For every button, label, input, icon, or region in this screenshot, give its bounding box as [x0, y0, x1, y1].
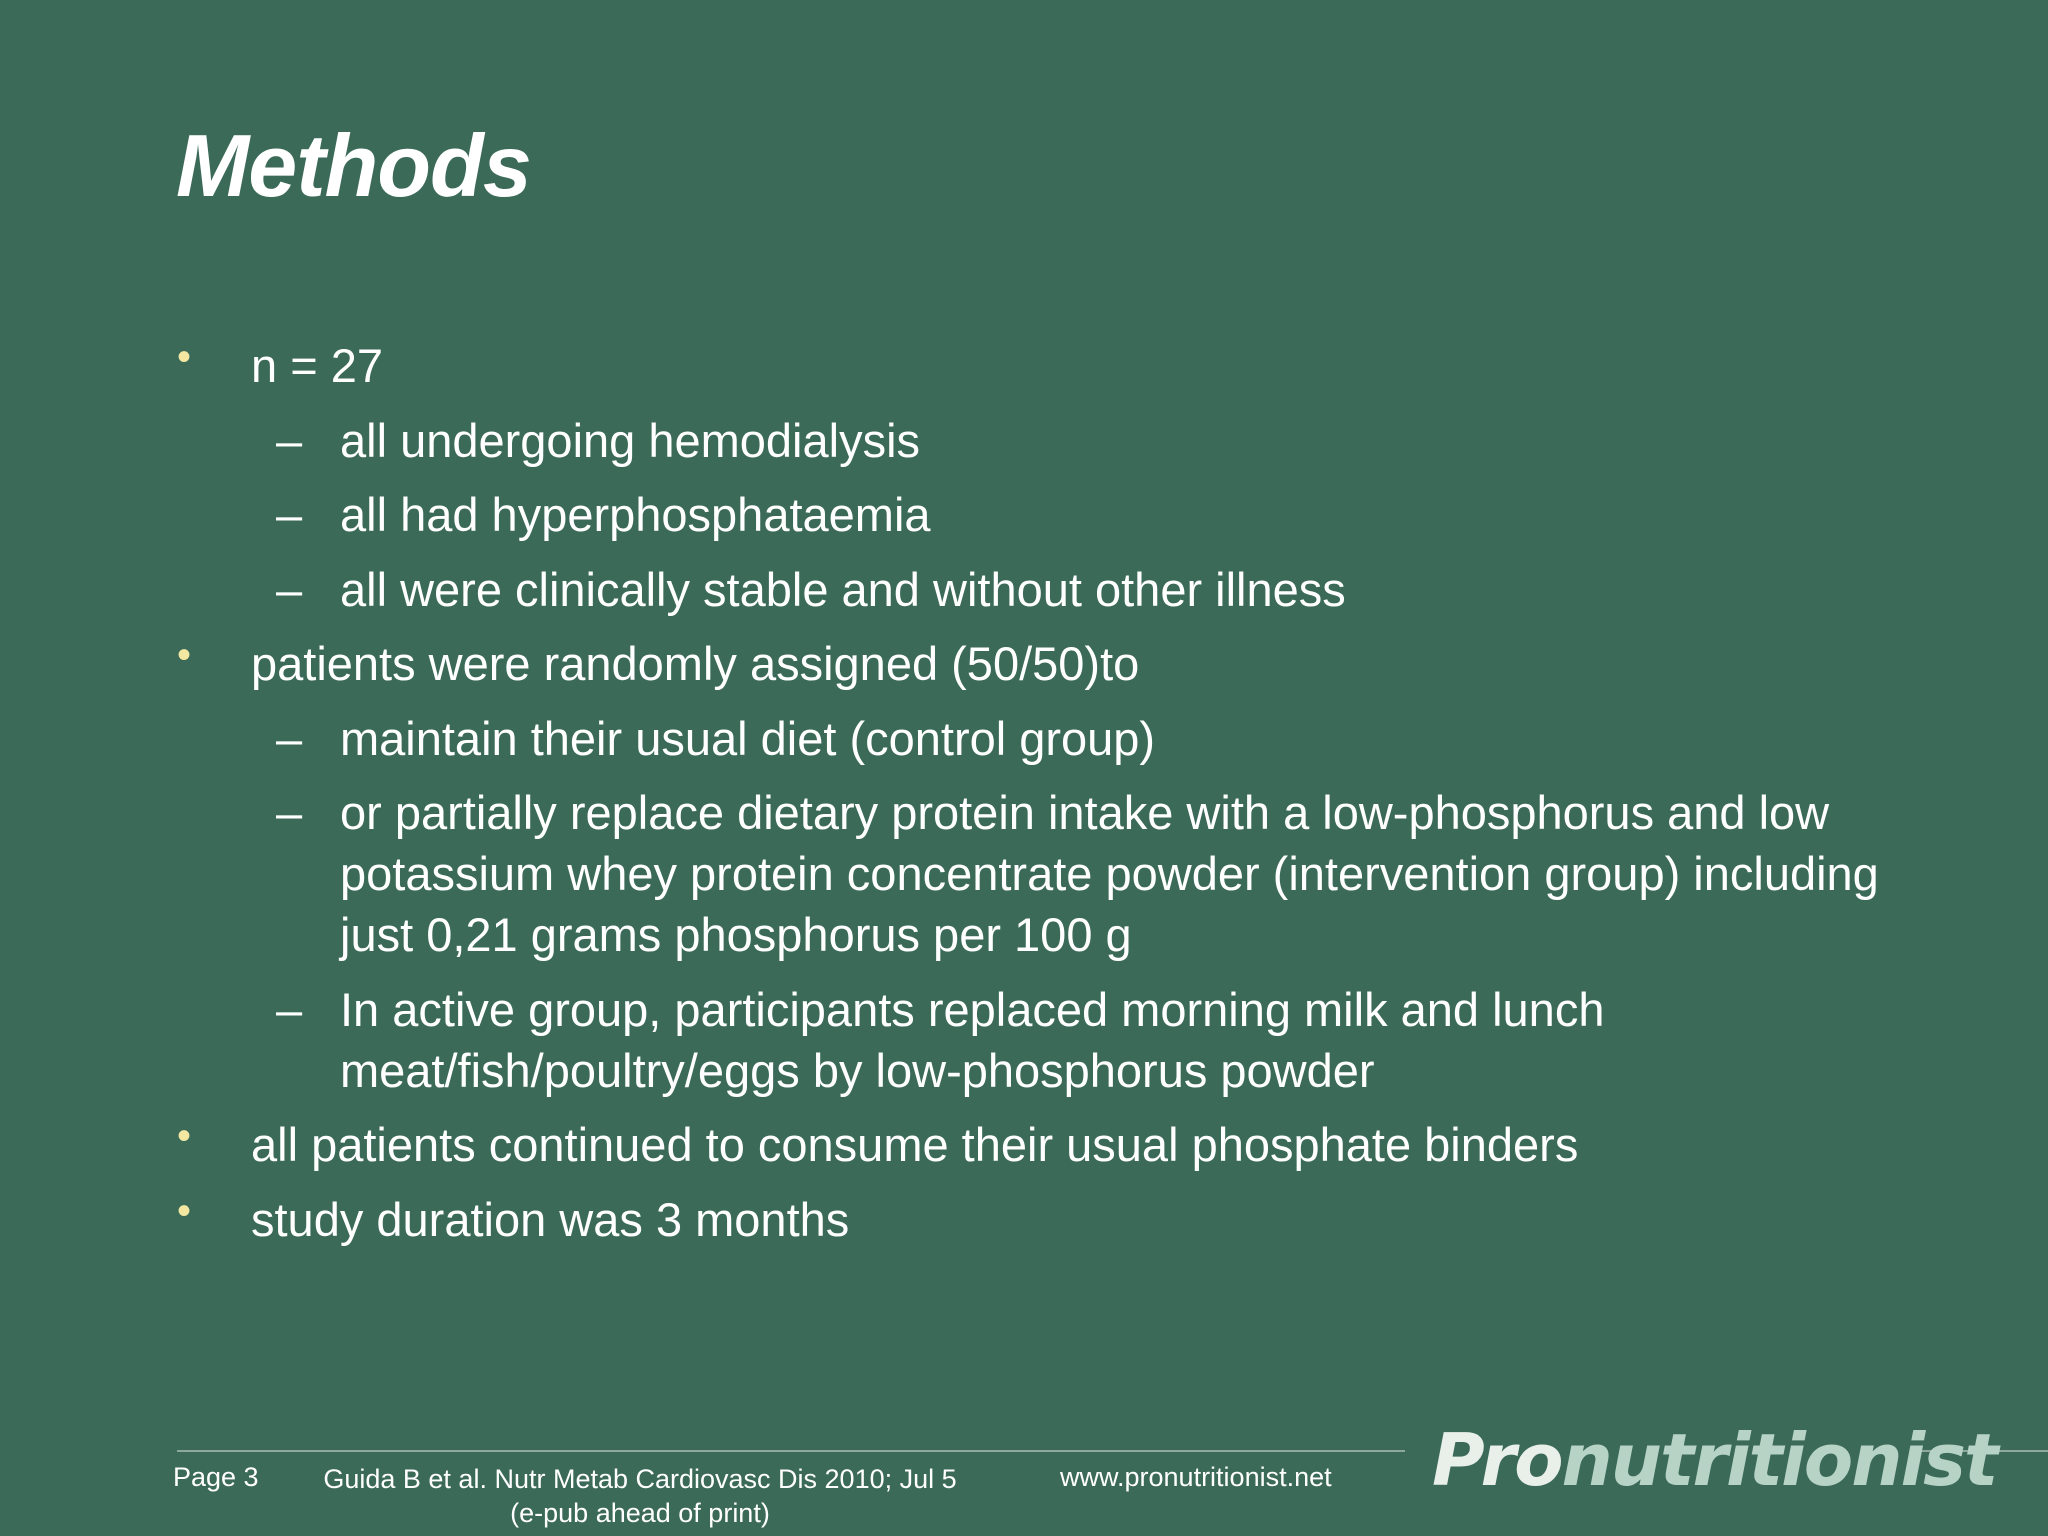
citation-line-2: (e-pub ahead of print) [510, 1498, 770, 1528]
footer-divider-left [177, 1450, 1405, 1452]
dash-icon: – [276, 711, 303, 765]
list-item-text: all undergoing hemodialysis [340, 413, 921, 467]
list-item [0, 979, 2048, 1101]
list-item [0, 1114, 2048, 1175]
list-item-text: all patients continued to consume their usual phosphate binders [251, 1118, 1579, 1171]
logo-part-nutritionist: nutritionist [1561, 1418, 1997, 1502]
list-item-text: In active group, participants replaced morning milk and lunch meat/fish/poultry/eggs by low-phosphorus powder [340, 982, 1605, 1097]
citation [309, 1462, 971, 1530]
dash-icon: – [276, 982, 303, 1036]
list-item [0, 708, 2048, 769]
list-item [0, 559, 2048, 620]
citation-line-1: Guida B et al. Nutr Metab Cardiovasc Dis 2010; Jul 5 [323, 1464, 957, 1494]
list-item [0, 484, 2048, 545]
list-item [0, 633, 2048, 694]
logo-part-pro: Pro [1432, 1418, 1562, 1502]
bullet-icon: • [177, 335, 192, 379]
list-item-text: maintain their usual diet (control group) [340, 711, 1156, 765]
list-item-text: study duration was 3 months [251, 1192, 850, 1246]
list-item-text: or partially replace dietary protein intake with a low-phosphorus and low potassium whey protein concentrate powder (intervention group) including just 0,21 grams phosphorus per 100 g [340, 786, 1879, 961]
bullet-icon: • [177, 1188, 192, 1233]
list-item [0, 1189, 2048, 1250]
dash-icon: – [276, 786, 303, 839]
slide-title: Methods [176, 116, 531, 215]
pronutritionist-logo [1432, 1418, 1996, 1502]
list-item [0, 335, 2048, 396]
dash-icon: – [276, 413, 303, 467]
page-number: Page 3 [173, 1462, 259, 1492]
bullet-icon: • [177, 1114, 192, 1158]
list-item [0, 782, 2048, 965]
list-item-text: n = 27 [251, 339, 383, 392]
dash-icon: – [276, 562, 303, 616]
bullet-list [0, 335, 2048, 1263]
dash-icon: – [276, 488, 303, 541]
list-item-text: patients were randomly assigned (50/50)to [251, 637, 1140, 690]
list-item-text: all were clinically stable and without other illness [340, 562, 1346, 616]
list-item [0, 410, 2048, 471]
bullet-icon: • [177, 633, 192, 677]
list-item-text: all had hyperphosphataemia [340, 488, 931, 541]
website-url: www.pronutritionist.net [1060, 1462, 1332, 1492]
